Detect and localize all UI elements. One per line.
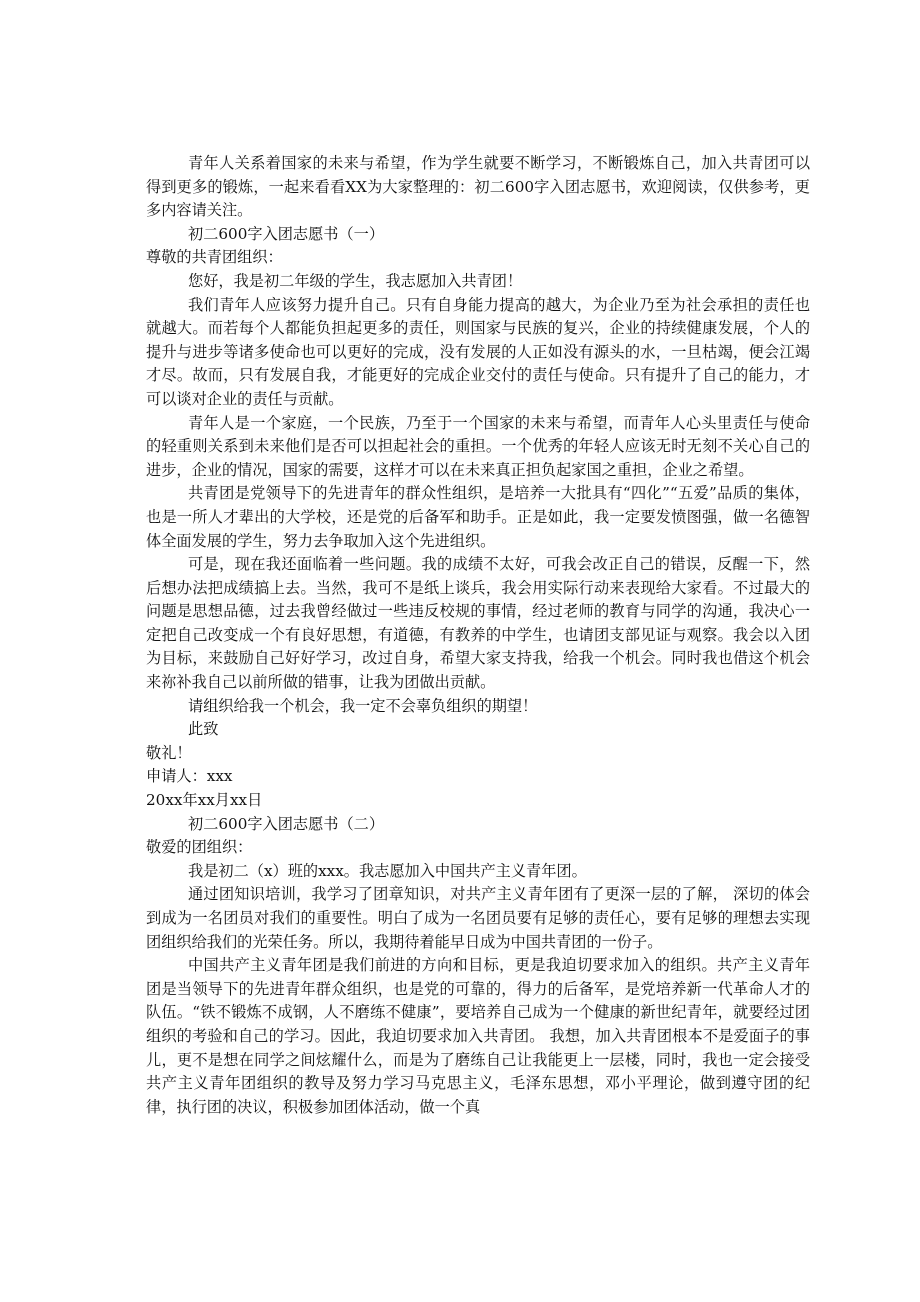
letter2-paragraph: 中国共产主义青年团是我们前进的方向和目标，更是我迫切要求加入的组织。共产主义青年团是当领导下的先进青年群众组织，也是党的可靠的，得力的后备军，是党培养新一代革命人才的队伍。“铁不锻炼不成钢，人不磨练不健康”，要培养自己成为一个健康的新世纪青年，就要经过团组织的考验和自己的学习。因此，我迫切要求加入共青团。 我想，加入共青团根本不是爱面子的事儿，更不是想在同学之间炫耀什么，而是为了磨练自己让我能更上一层楼，同时，我也一定会接受共产主义青年团组织的教导及努力学习马克思主义，毛泽东思想，邓小平理论，做到遵守团的纪律，执行团的决议，积极参加团体活动，做一个真: [146, 956, 810, 1116]
letter1-paragraph: 我们青年人应该努力提升自己。只有自身能力提高的越大，为企业乃至为社会承担的责任也就越大。而若每个人都能负担起更多的责任，则国家与民族的复兴，企业的持续健康发展，个人的提升与进步等诸多使命也可以更好的完成，没有发展的人正如没有源头的水，一旦枯竭，便会江竭才尽。故而，只有发展自我，才能更好的完成企业交付的责任与使命。只有提升了自己的能力，才可以谈对企业的责任与贡献。: [146, 295, 810, 408]
letter1-paragraph: 可是，现在我还面临着一些问题。我的成绩不太好，可我会改正自己的错误，反醒一下，然后想办法把成绩搞上去。当然，我可不是纸上谈兵，我会用实际行动来表现给大家看。不过最大的问题是思想品德，过去我曾经做过一些违反校规的事情，经过老师的教育与同学的沟通，我决心一定把自己改变成一个有良好思想，有道德，有教养的中学生，也请团支部见证与观察。我会以入团为目标，来鼓励自己好好学习，改过自身，希望大家支持我，给我一个机会。同时我也借这个机会来祢补我自己以前所做的错事，让我为团做出贡献。: [146, 555, 810, 692]
letter1-paragraph: 您好，我是初二年级的学生，我志愿加入共青团！: [188, 271, 523, 290]
letter2-title: 初二600字入团志愿书（二）: [188, 814, 385, 833]
letter1-salutation: 尊敬的共青团组织：: [146, 248, 283, 267]
letter1-title: 初二600字入团志愿书（一）: [188, 224, 385, 243]
letter2-paragraph: 通过团知识培训，我学习了团章知识，对共产主义青年团有了更深一层的了解， 深切的体会到成为一名团员对我们的重要性。明白了成为一名团员要有足够的责任心，要有足够的理想去实现团组织给我们的光荣任务。所以，我期待着能早日成为中国共青团的一份子。: [146, 885, 810, 951]
letter1-applicant: 申请人：xxx: [146, 767, 233, 786]
document-body: [146, 152, 810, 1119]
letter1-paragraph: 共青团是党领导下的先进青年的群众性组织，是培养一大批具有“四化”“五爱”品质的集体，也是一所人才辈出的大学校，还是党的后备军和助手。正是如此，我一定要发愤图强，做一名德智体全面发展的学生，努力去争取加入这个先进组织。: [146, 484, 810, 550]
letter1-paragraph: 请组织给我一个机会，我一定不会辜负组织的期望！: [188, 696, 538, 715]
letter1-regards: 敬礼！: [146, 743, 192, 762]
letter2-paragraph: 我是初二（x）班的xxx。我志愿加入中国共产主义青年团。: [188, 861, 587, 880]
letter1-closing: 此致: [188, 720, 219, 739]
intro-paragraph: 青年人关系着国家的未来与希望，作为学生就要不断学习，不断锻炼自己，加入共青团可以得到更多的锻炼，一起来看看XX为大家整理的：初二600字入团志愿书，欢迎阅读，仅供参考，更多内容请关注。: [146, 154, 810, 220]
letter2-salutation: 敬爱的团组织：: [146, 838, 253, 857]
letter1-paragraph: 青年人是一个家庭，一个民族，乃至于一个国家的未来与希望，而青年人心头里责任与使命的轻重则关系到未来他们是否可以担起社会的重担。一个优秀的年轻人应该无时无刻不关心自己的进步，企业的情况，国家的需要，这样才可以在未来真正担负起家国之重担，企业之希望。: [146, 413, 810, 479]
letter1-date: 20xx年xx月xx日: [146, 791, 263, 810]
